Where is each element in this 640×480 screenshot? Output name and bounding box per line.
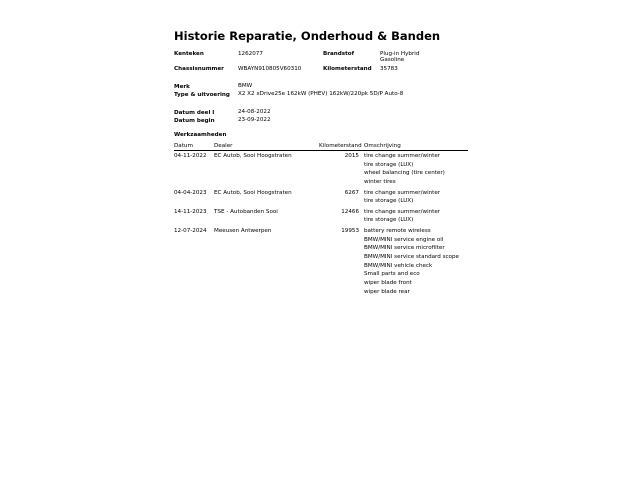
row-date: 04-11-2022	[174, 153, 207, 159]
row-date: 04-04-2023	[174, 189, 207, 196]
row-description: BMW/MINI service standard scope	[364, 254, 459, 261]
row-description: tire storage (LUX)	[364, 161, 414, 168]
row-date: 12-07-2024	[174, 228, 207, 235]
row-km: 12466	[341, 208, 359, 215]
datum-deel1-label: Datum deel I	[174, 110, 215, 116]
table-header	[174, 143, 468, 151]
table-row	[174, 188, 468, 207]
row-dealer: EC Autob, Sooi Hoogstraten	[214, 153, 292, 159]
row-dealer: EC Autob, Sooi Hoogstraten	[214, 189, 292, 196]
chassis-value: WBAYN910805V60310	[238, 66, 302, 72]
col-km: Kilometerstand	[319, 143, 362, 149]
row-km: 19953	[341, 228, 359, 235]
row-description: Small parts and eco	[364, 271, 420, 278]
datum-begin-value: 23-09-2022	[238, 117, 271, 123]
table-body	[174, 151, 468, 297]
row-date: 14-11-2023	[174, 208, 207, 215]
row-description: tire change summer/winter	[364, 208, 441, 215]
kilometerstand-label: Kilometerstand	[323, 66, 372, 72]
merk-value: BMW	[238, 83, 253, 89]
table-row	[174, 207, 468, 226]
brandstof-value-line1: Plug-in Hybrid	[380, 51, 420, 57]
col-desc: Omschrijving	[364, 143, 401, 149]
col-dealer: Dealer	[214, 143, 233, 149]
row-description: tire change summer/winter	[364, 189, 441, 196]
merk-label: Merk	[174, 84, 190, 90]
row-description: BMW/MINI service microfilter	[364, 245, 445, 252]
type-label: Type & uitvoering	[174, 92, 230, 98]
chassis-label: Chassisnummer	[174, 66, 224, 72]
row-description: wiper blade rear	[364, 288, 410, 295]
kenteken-value: 1262077	[238, 51, 263, 57]
werkzaamheden-heading: Werkzaamheden	[174, 132, 227, 138]
brandstof-label: Brandstof	[323, 51, 355, 57]
row-km: 6267	[344, 189, 359, 196]
page-title: Historie Reparatie, Onderhoud & Banden	[174, 29, 441, 43]
type-value: X2 X2 xDrive25e 162kW (PHEV) 162kW/220pk 5D/P Auto-8	[238, 91, 404, 97]
row-dealer: TSE - Autobanden Sooi	[214, 208, 278, 215]
datum-deel1-value: 24-08-2022	[238, 109, 271, 115]
datum-begin-label: Datum begin	[174, 118, 215, 124]
row-description: wiper blade front	[364, 279, 412, 286]
row-description: wheel balancing (tire center)	[364, 170, 445, 177]
row-km: 2015	[344, 153, 359, 159]
brandstof-value-line2: Gasoline	[380, 57, 405, 63]
col-date: Datum	[174, 143, 193, 149]
table-row	[174, 151, 468, 188]
work-table	[174, 143, 468, 297]
row-description: tire storage (LUX)	[364, 217, 414, 224]
row-description: BMW/MINI service engine oil	[364, 236, 444, 243]
table-row	[174, 226, 468, 297]
kenteken-label: Kenteken	[174, 51, 204, 57]
kilometerstand-value: 35783	[380, 66, 398, 72]
row-description: BMW/MINI vehicle check	[364, 262, 433, 269]
row-description: winter tires	[364, 178, 396, 185]
row-description: tire change summer/winter	[364, 153, 441, 159]
row-description: tire storage (LUX)	[364, 198, 414, 205]
row-dealer: Meeusen Antwerpen	[214, 228, 272, 235]
row-description: battery remote wireless	[364, 228, 431, 235]
